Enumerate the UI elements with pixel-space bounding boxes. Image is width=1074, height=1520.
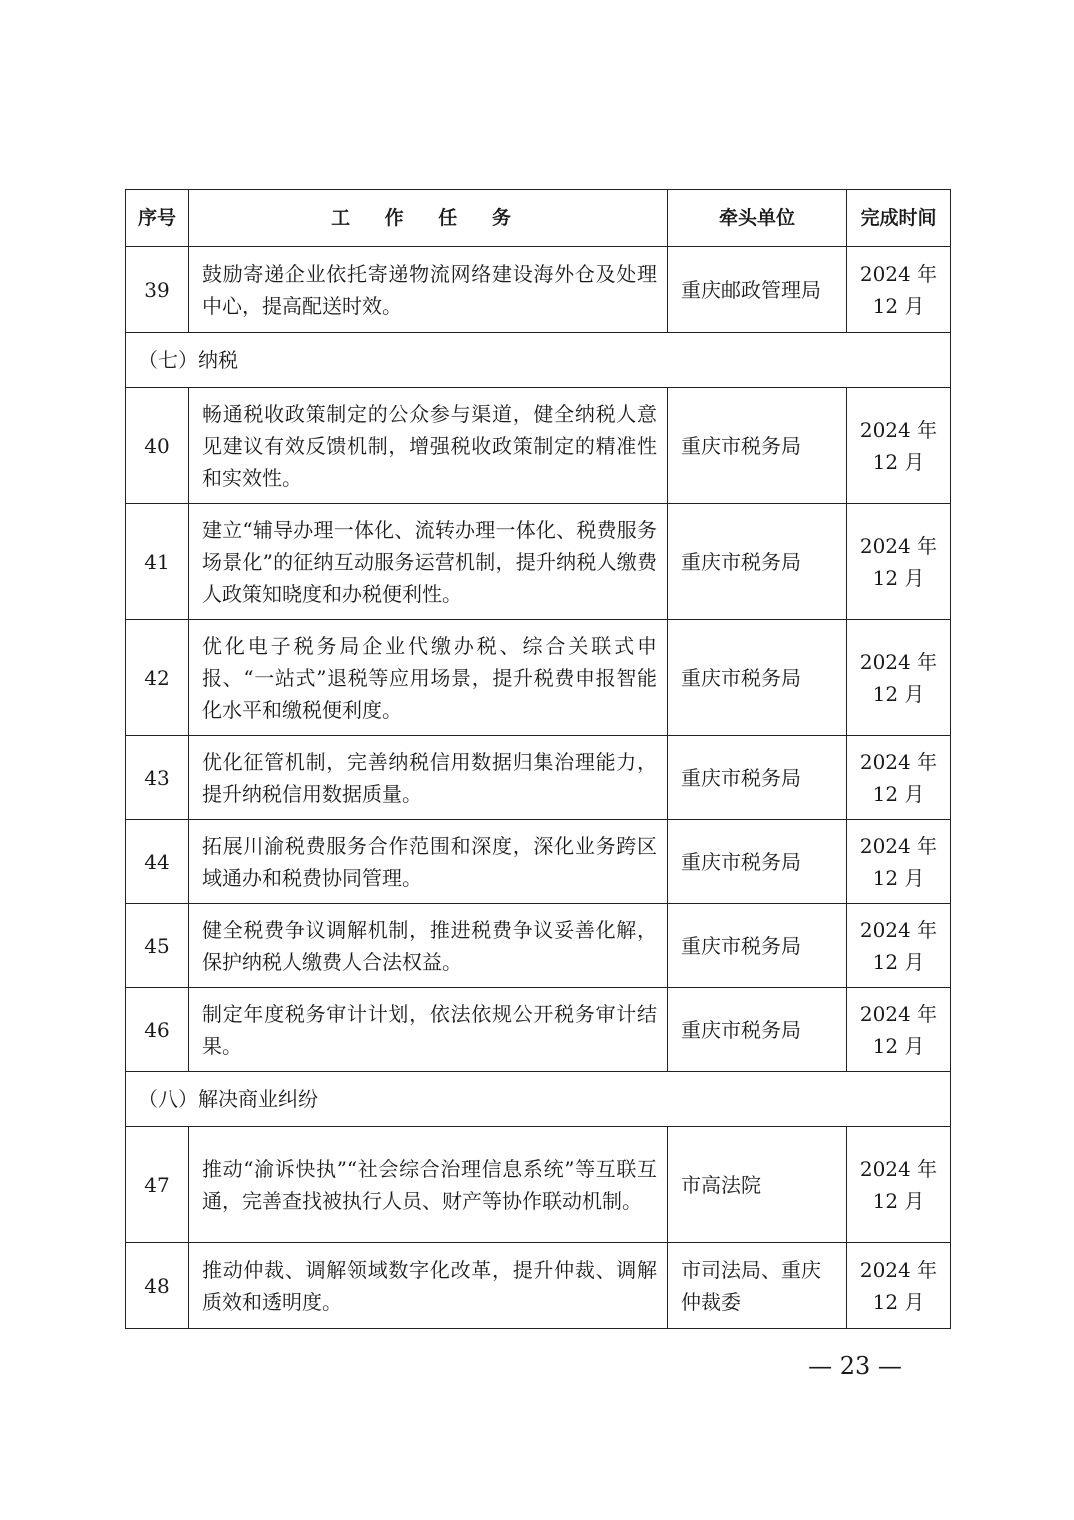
section-title: （七）纳税: [126, 333, 951, 388]
row-unit: 重庆市税务局: [668, 620, 847, 736]
row-unit: 重庆市税务局: [668, 504, 847, 620]
table-row: [126, 388, 951, 504]
row-time: [847, 904, 951, 988]
time-year: 2024 年: [859, 1257, 938, 1282]
table-row: [126, 988, 951, 1072]
time-month: 12 月: [872, 681, 925, 706]
row-unit: 市高法院: [668, 1127, 847, 1243]
table-header-row: [126, 190, 951, 247]
table-row: [126, 247, 951, 333]
header-unit: 牵头单位: [668, 190, 847, 247]
table-row: [126, 820, 951, 904]
row-num: 42: [126, 620, 189, 736]
time-year: 2024 年: [859, 917, 938, 942]
row-task: 优化征管机制，完善纳税信用数据归集治理能力，提升纳税信用数据质量。: [189, 736, 668, 820]
time-year: 2024 年: [859, 1001, 938, 1026]
header-num: 序号: [126, 190, 189, 247]
time-month: 12 月: [872, 449, 925, 474]
row-task: 优化电子税务局企业代缴办税、综合关联式申报、“一站式”退税等应用场景，提升税费申报智能化水平和缴税便利度。: [189, 620, 668, 736]
row-num: 46: [126, 988, 189, 1072]
time-month: 12 月: [872, 949, 925, 974]
row-task: 鼓励寄递企业依托寄递物流网络建设海外仓及处理中心，提高配送时效。: [189, 247, 668, 333]
header-task: 工 作 任 务: [189, 190, 668, 247]
row-num: 44: [126, 820, 189, 904]
time-year: 2024 年: [859, 833, 938, 858]
time-year: 2024 年: [859, 649, 938, 674]
table-row: [126, 1243, 951, 1329]
row-num: 45: [126, 904, 189, 988]
row-task: 建立“辅导办理一体化、流转办理一体化、税费服务场景化”的征纳互动服务运营机制，提升纳税人缴费人政策知晓度和办税便利性。: [189, 504, 668, 620]
time-year: 2024 年: [859, 261, 938, 286]
table-row: [126, 904, 951, 988]
row-num: 39: [126, 247, 189, 333]
row-unit: 重庆邮政管理局: [668, 247, 847, 333]
row-task: 推动“渝诉快执”“社会综合治理信息系统”等互联互通，完善查找被执行人员、财产等协作联动机制。: [189, 1127, 668, 1243]
row-num: 48: [126, 1243, 189, 1329]
time-month: 12 月: [872, 1188, 925, 1213]
row-time: [847, 620, 951, 736]
time-month: 12 月: [872, 293, 925, 318]
table-row: [126, 504, 951, 620]
section-row: [126, 333, 951, 388]
time-month: 12 月: [872, 865, 925, 890]
row-time: [847, 504, 951, 620]
time-year: 2024 年: [859, 417, 938, 442]
time-month: 12 月: [872, 781, 925, 806]
row-task: 畅通税收政策制定的公众参与渠道，健全纳税人意见建议有效反馈机制，增强税收政策制定的精准性和实效性。: [189, 388, 668, 504]
row-task: 健全税费争议调解机制，推进税费争议妥善化解，保护纳税人缴费人合法权益。: [189, 904, 668, 988]
section-title: （八）解决商业纠纷: [126, 1072, 951, 1127]
row-unit: 重庆市税务局: [668, 388, 847, 504]
row-time: [847, 247, 951, 333]
row-num: 41: [126, 504, 189, 620]
time-month: 12 月: [872, 1033, 925, 1058]
row-num: 47: [126, 1127, 189, 1243]
task-table: [125, 189, 951, 1329]
table-row: [126, 620, 951, 736]
time-month: 12 月: [872, 565, 925, 590]
row-unit: 重庆市税务局: [668, 736, 847, 820]
time-month: 12 月: [872, 1289, 925, 1314]
row-unit: 重庆市税务局: [668, 904, 847, 988]
table-row: [126, 736, 951, 820]
time-year: 2024 年: [859, 749, 938, 774]
time-year: 2024 年: [859, 533, 938, 558]
row-unit: 市司法局、重庆仲裁委: [668, 1243, 847, 1329]
row-time: [847, 820, 951, 904]
row-task: 推动仲裁、调解领域数字化改革，提升仲裁、调解质效和透明度。: [189, 1243, 668, 1329]
row-time: [847, 388, 951, 504]
row-unit: 重庆市税务局: [668, 820, 847, 904]
time-year: 2024 年: [859, 1156, 938, 1181]
row-num: 43: [126, 736, 189, 820]
row-time: [847, 1243, 951, 1329]
section-row: [126, 1072, 951, 1127]
row-task: 拓展川渝税费服务合作范围和深度，深化业务跨区域通办和税费协同管理。: [189, 820, 668, 904]
row-time: [847, 1127, 951, 1243]
row-task: 制定年度税务审计计划，依法依规公开税务审计结果。: [189, 988, 668, 1072]
table-row: [126, 1127, 951, 1243]
row-time: [847, 988, 951, 1072]
row-time: [847, 736, 951, 820]
page-number: — 23 —: [808, 1352, 902, 1380]
row-num: 40: [126, 388, 189, 504]
row-unit: 重庆市税务局: [668, 988, 847, 1072]
header-time: 完成时间: [847, 190, 951, 247]
